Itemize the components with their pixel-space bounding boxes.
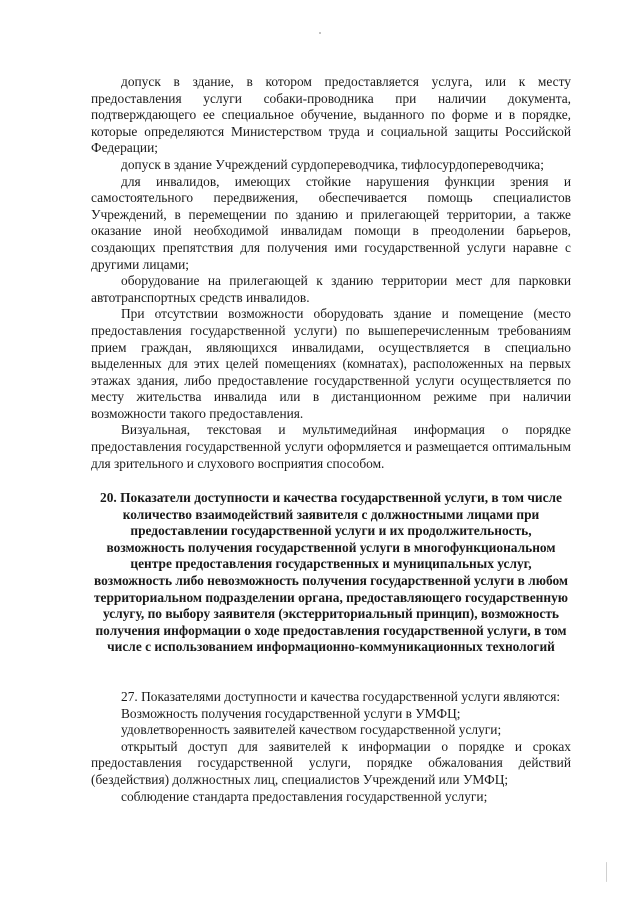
- scan-speck: [606, 862, 607, 882]
- paragraph-guide-dog: допуск в здание, в котором предоставляется услуга, или к месту предоставления услуги собаки-проводника при наличии документа, подтверждающего ее специальное обучение, выданного по форме и в порядке, которые определяются Министерством труда и социальной защиты Российской Федерации;: [91, 74, 571, 156]
- text-block-lower: [91, 689, 571, 805]
- paragraph-standard: соблюдение стандарта предоставления государственной услуги;: [121, 788, 488, 804]
- paragraph-satisfaction: удовлетворенность заявителей качеством государственной услуги;: [121, 722, 502, 738]
- paragraph-assistance: для инвалидов, имеющих стойкие нарушения функции зрения и самостоятельного передвижения, обеспечивается помощь специалистов Учреждений, в перемещении по зданию и прилегающей территории, а также оказание иной необходимой инвалидам помощи в преодолении барьеров, создающих препятствия для получения ими государственной услуги наравне с другими лицами;: [91, 173, 571, 272]
- paragraph-parking: оборудование на прилегающей к зданию территории мест для парковки автотранспортных средств инвалидов.: [91, 273, 571, 305]
- scan-speck: [319, 32, 321, 34]
- paragraph-umfc: Возможность получения государственной услуги в УМФЦ;: [121, 705, 461, 721]
- text-block-upper: [91, 74, 571, 472]
- paragraph-sign-interpreter: допуск в здание Учреждений сурдопереводчика, тифлосурдопереводчика;: [121, 156, 544, 172]
- section-heading: 20. Показатели доступности и качества государственной услуги, в том числе количество взаимодействий заявителя с должностными лицами при предоставлении государственной услуги и их продолжительность, возможность получения государственной услуги в многофункциональном центре предоставления государственных и муниципальных услуг, возможность либо невозможность получения государственной услуги в любом территориальном подразделении органа, предоставляющего государственную услугу, по выбору заявителя (экстерриториальный принцип), возможность получения информации о ходе предоставления государственной услуги, в том числе с использованием информационно-коммуникационных технологий: [93, 490, 569, 655]
- paragraph-alternative-reception: При отсутствии возможности оборудовать здание и помещение (место предоставления государственной услуги) по вышеперечисленным требованиям прием граждан, являющихся инвалидами, осуществляется в специально выделенных для этих целей помещениях (комнатах), расположенных на первых этажах здания, либо предоставление государственной услуги осуществляется по месту жительства инвалида или в дистанционном режиме при наличии возможности такого предоставления.: [91, 306, 571, 421]
- paragraph-indicators-intro: 27. Показателями доступности и качества государственной услуги являются:: [121, 689, 561, 704]
- paragraph-visual-info: Визуальная, текстовая и мультимедийная информация о порядке предоставления государственной услуги оформляется и размещается оптимальным для зрительного и слухового восприятия способом.: [91, 422, 571, 471]
- paragraph-open-access: открытый доступ для заявителей к информации о порядке и сроках предоставления государственной услуги, порядке обжалования действий (бездействия) должностных лиц, специалистов Учреждений или УМФЦ;: [91, 738, 571, 787]
